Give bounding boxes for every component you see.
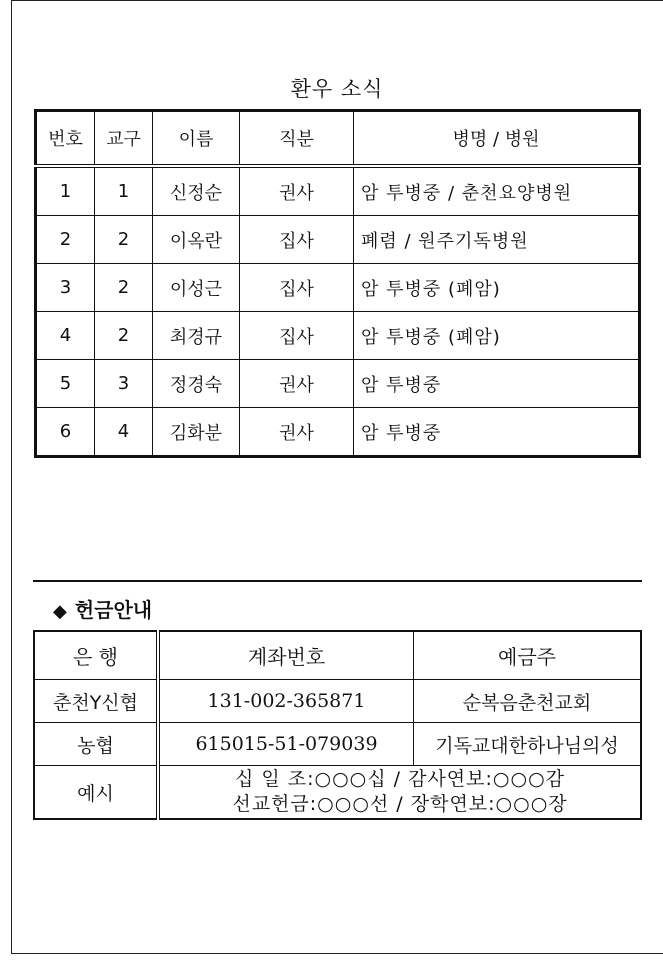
accounts-header-row (34, 631, 641, 680)
header-district: 교구 (95, 111, 153, 167)
section-divider (33, 580, 642, 582)
header-illness-hospital: 병명 / 병원 (354, 111, 640, 167)
table-row (36, 264, 640, 312)
cell-name: 최경규 (153, 312, 240, 360)
patients-title: 환우 소식 (290, 77, 384, 101)
cell-number: 1 (36, 166, 95, 216)
cell-role: 권사 (240, 360, 354, 408)
cell-account-holder: 기독교대한하나님의성 (414, 723, 642, 766)
cell-illness: 암 투병중 (폐암) (354, 312, 640, 360)
example-line: 십 일 조:○○○십 / 감사연보:○○○감 (234, 768, 566, 790)
cell-name: 이성근 (153, 264, 240, 312)
cell-number: 2 (36, 216, 95, 264)
cell-number: 6 (36, 408, 95, 457)
cell-district: 2 (95, 312, 153, 360)
table-row (36, 166, 640, 216)
cell-role: 권사 (240, 166, 354, 216)
cell-role: 집사 (240, 216, 354, 264)
cell-illness: 폐렴 / 원주기독병원 (354, 216, 640, 264)
cell-illness: 암 투병중 (354, 360, 640, 408)
cell-illness: 암 투병중 (폐암) (354, 264, 640, 312)
example-row (34, 766, 641, 820)
diamond-icon: ◆ (53, 601, 67, 622)
cell-name: 정경숙 (153, 360, 240, 408)
header-account-holder: 예금주 (414, 631, 642, 680)
cell-number: 3 (36, 264, 95, 312)
cell-bank: 춘천Y신협 (34, 680, 158, 723)
cell-role: 집사 (240, 264, 354, 312)
cell-number: 5 (36, 360, 95, 408)
cell-bank: 농협 (34, 723, 158, 766)
table-row (36, 408, 640, 457)
cell-name: 김화분 (153, 408, 240, 457)
header-account-number: 계좌번호 (158, 631, 414, 680)
header-name: 이름 (153, 111, 240, 167)
table-row (36, 360, 640, 408)
cell-role: 권사 (240, 408, 354, 457)
cell-account-number: 131-002-365871 (158, 680, 414, 723)
example-content (158, 766, 641, 820)
table-row (36, 312, 640, 360)
cell-illness: 암 투병중 / 춘천요양병원 (354, 166, 640, 216)
cell-illness: 암 투병중 (354, 408, 640, 457)
cell-account-holder: 순복음춘천교회 (414, 680, 642, 723)
cell-district: 1 (95, 166, 153, 216)
header-bank: 은 행 (34, 631, 158, 680)
offering-title: 헌금안내 (74, 598, 153, 622)
table-row (34, 680, 641, 723)
patients-header-row (36, 111, 640, 167)
cell-number: 4 (36, 312, 95, 360)
offering-heading (53, 594, 152, 623)
cell-district: 2 (95, 264, 153, 312)
header-role: 직분 (240, 111, 354, 167)
patients-table (34, 109, 641, 458)
cell-name: 이옥란 (153, 216, 240, 264)
cell-district: 2 (95, 216, 153, 264)
accounts-table (33, 630, 642, 820)
table-row (36, 216, 640, 264)
cell-district: 3 (95, 360, 153, 408)
table-row (34, 723, 641, 766)
header-number: 번호 (36, 111, 95, 167)
cell-name: 신정순 (153, 166, 240, 216)
cell-role: 집사 (240, 312, 354, 360)
example-label: 예시 (34, 766, 158, 820)
cell-account-number: 615015-51-079039 (158, 723, 414, 766)
cell-district: 4 (95, 408, 153, 457)
example-line: 선교헌금:○○○선 / 장학연보:○○○장 (232, 793, 568, 815)
